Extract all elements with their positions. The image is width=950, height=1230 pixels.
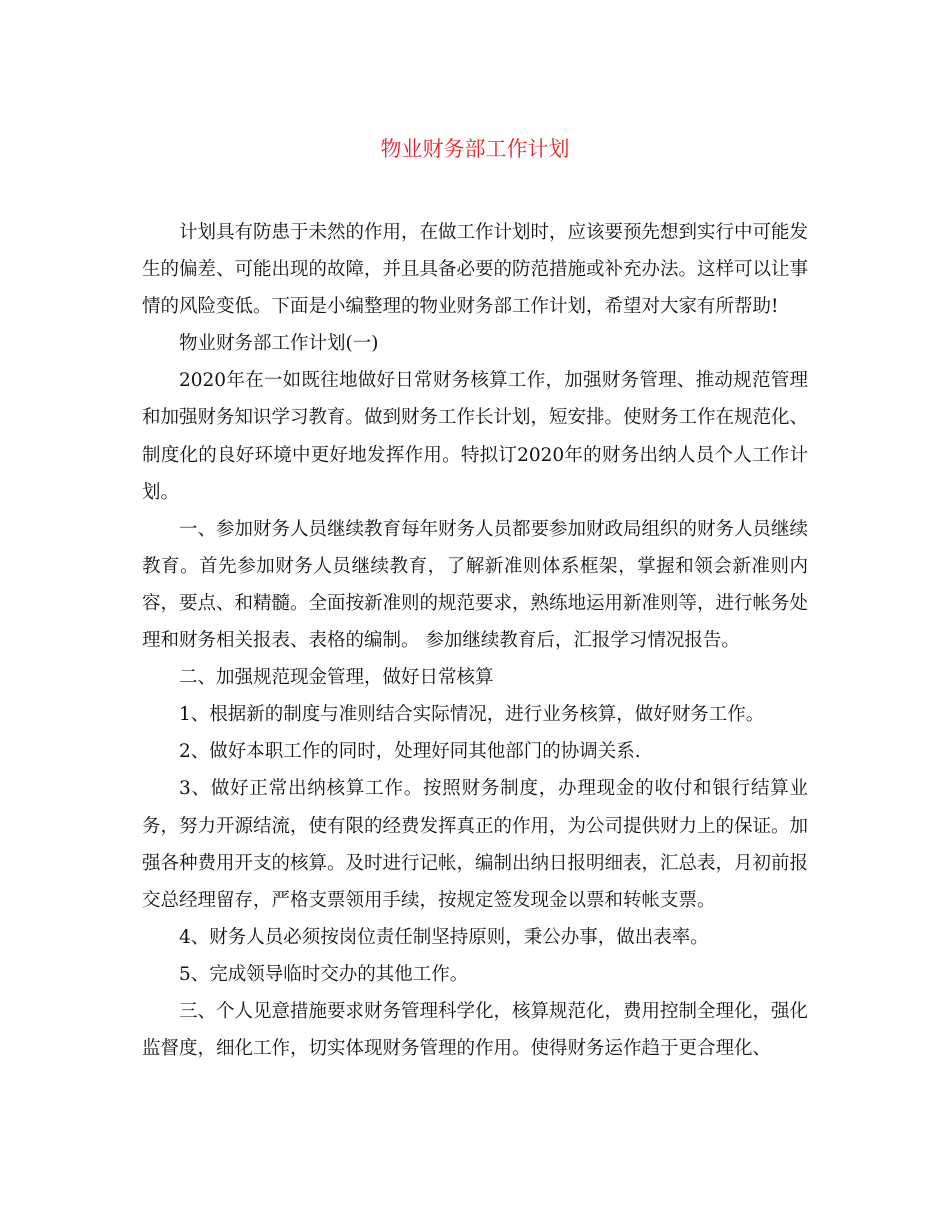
intro-paragraph: 计划具有防患于未然的作用，在做工作计划时，应该要预先想到实行中可能发生的偏差、可能出现的故障，并且具备必要的防范措施或补充办法。这样可以让事情的风险变低。下面是小编整理的物业财务部工作计划，希望对大家有所帮助! bbox=[142, 222, 809, 318]
list-item-1: 1、根据新的制度与准则结合实际情况，进行业务核算，做好财务工作。 bbox=[179, 704, 765, 726]
section-heading-plan-one: 物业财务部工作计划(一) bbox=[179, 333, 379, 355]
section-heading-cash-management: 二、加强规范现金管理，做好日常核算 bbox=[179, 667, 494, 689]
document-title: 物业财务部工作计划 bbox=[380, 137, 570, 161]
paragraph-continuing-education: 一、参加财务人员继续教育每年财务人员都要参加财政局组织的财务人员继续教育。首先参加财务人员继续教育，了解新准则体系框架，掌握和领会新准则内容，要点、和精髓。全面按新准则的规范要求，熟练地运用新准则等，进行帐务处理和财务相关报表、表格的编制。 参加继续教育后，汇报学习情况报告。 bbox=[142, 518, 809, 652]
list-item-3: 3、做好正常出纳核算工作。按照财务制度，办理现金的收付和银行结算业务，努力开源结流，使有限的经费发挥真正的作用，为公司提供财力上的保证。加强各种费用开支的核算。及时进行记帐，编制出纳日报明细表，汇总表，月初前报交总经理留存，严格支票领用手续，按规定签发现金以票和转帐支票。 bbox=[142, 778, 809, 911]
paragraph-personal-suggestions: 三、个人见意措施要求财务管理科学化，核算规范化，费用控制全理化，强化监督度，细化工作，切实体现财务管理的作用。使得财务运作趋于更合理化、 bbox=[142, 1000, 809, 1060]
document-body bbox=[142, 214, 808, 1067]
paragraph-2020-plan: 2020年在一如既往地做好日常财务核算工作，加强财务管理、推动规范管理和加强财务知识学习教育。做到财务工作长计划，短安排。使财务工作在规范化、制度化的良好环境中更好地发挥作用。特拟订2020年的财务出纳人员个人工作计划。 bbox=[142, 370, 809, 503]
list-item-2: 2、做好本职工作的同时，处理好同其他部门的协调关系. bbox=[179, 741, 641, 763]
list-item-5: 5、完成领导临时交办的其他工作。 bbox=[179, 963, 469, 985]
list-item-4: 4、财务人员必须按岗位责任制坚持原则，秉公办事，做出表率。 bbox=[179, 926, 709, 948]
